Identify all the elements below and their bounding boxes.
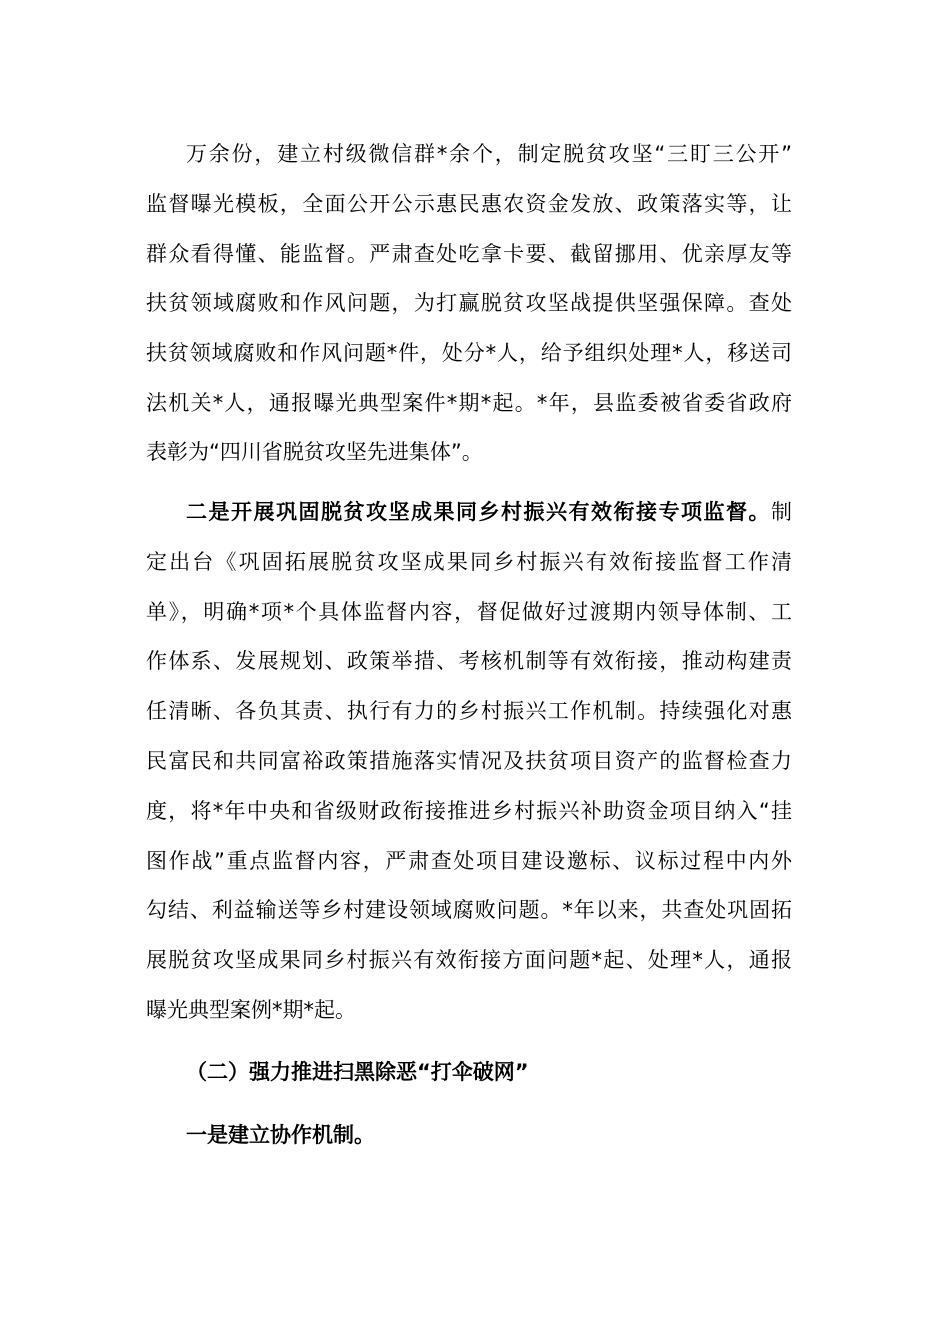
text-line: 扶贫领域腐败和作风问题*件，处分*人，给予组织处理*人，移送司 <box>146 341 792 365</box>
text-line: 勾结、利益输送等乡村建设领域腐败问题。*年以来，共查处巩固拓 <box>146 898 792 922</box>
paragraph-lead: 二是开展巩固脱贫攻坚成果同乡村振兴有效衔接专项监督。 <box>186 500 771 524</box>
text-line: 图作战”重点监督内容，严肃查处项目建设邀标、议标过程中内外 <box>146 849 792 873</box>
section-heading: （二）强力推进扫黑除恶“打伞破网” <box>186 1060 529 1084</box>
text-run: 制 <box>771 500 792 524</box>
text-line: 度，将*年中央和省级财政衔接推进乡村振兴补助资金项目纳入“挂 <box>146 799 792 823</box>
text-line: 定出台《巩固拓展脱贫攻坚成果同乡村振兴有效衔接监督工作清 <box>146 550 792 574</box>
text-line: 扶贫领域腐败和作风问题，为打赢脱贫攻坚战提供坚强保障。查处 <box>146 291 792 315</box>
text-line-with-lead <box>186 497 792 527</box>
text-line: 任清晰、各负其责、执行有力的乡村振兴工作机制。持续强化对惠 <box>146 699 792 723</box>
subheading: 一是建立协作机制。 <box>186 1123 375 1147</box>
text-line: 作体系、发展规划、政策举措、考核机制等有效衔接，推动构建责 <box>146 649 792 673</box>
text-line: 群众看得懂、能监督。严肃查处吃拿卡要、截留挪用、优亲厚友等 <box>146 242 792 266</box>
text-line: 展脱贫攻坚成果同乡村振兴有效衔接方面问题*起、处理*人，通报 <box>146 948 792 972</box>
text-line: 民富民和共同富裕政策措施落实情况及扶贫项目资产的监督检查力 <box>146 749 792 773</box>
text-line: 万余份，建立村级微信群*余个，制定脱贫攻坚“三盯三公开” <box>186 142 792 166</box>
text-line: 监督曝光模板，全面公开公示惠民惠农资金发放、政策落实等，让 <box>146 192 792 216</box>
text-line: 表彰为“四川省脱贫攻坚先进集体”。 <box>146 440 483 464</box>
text-line: 单》，明确*项*个具体监督内容，督促做好过渡期内领导体制、工 <box>146 600 792 624</box>
text-line: 法机关*人，通报曝光典型案件*期*起。*年，县监委被省委省政府 <box>146 391 792 415</box>
text-line: 曝光典型案例*期*起。 <box>146 998 356 1022</box>
